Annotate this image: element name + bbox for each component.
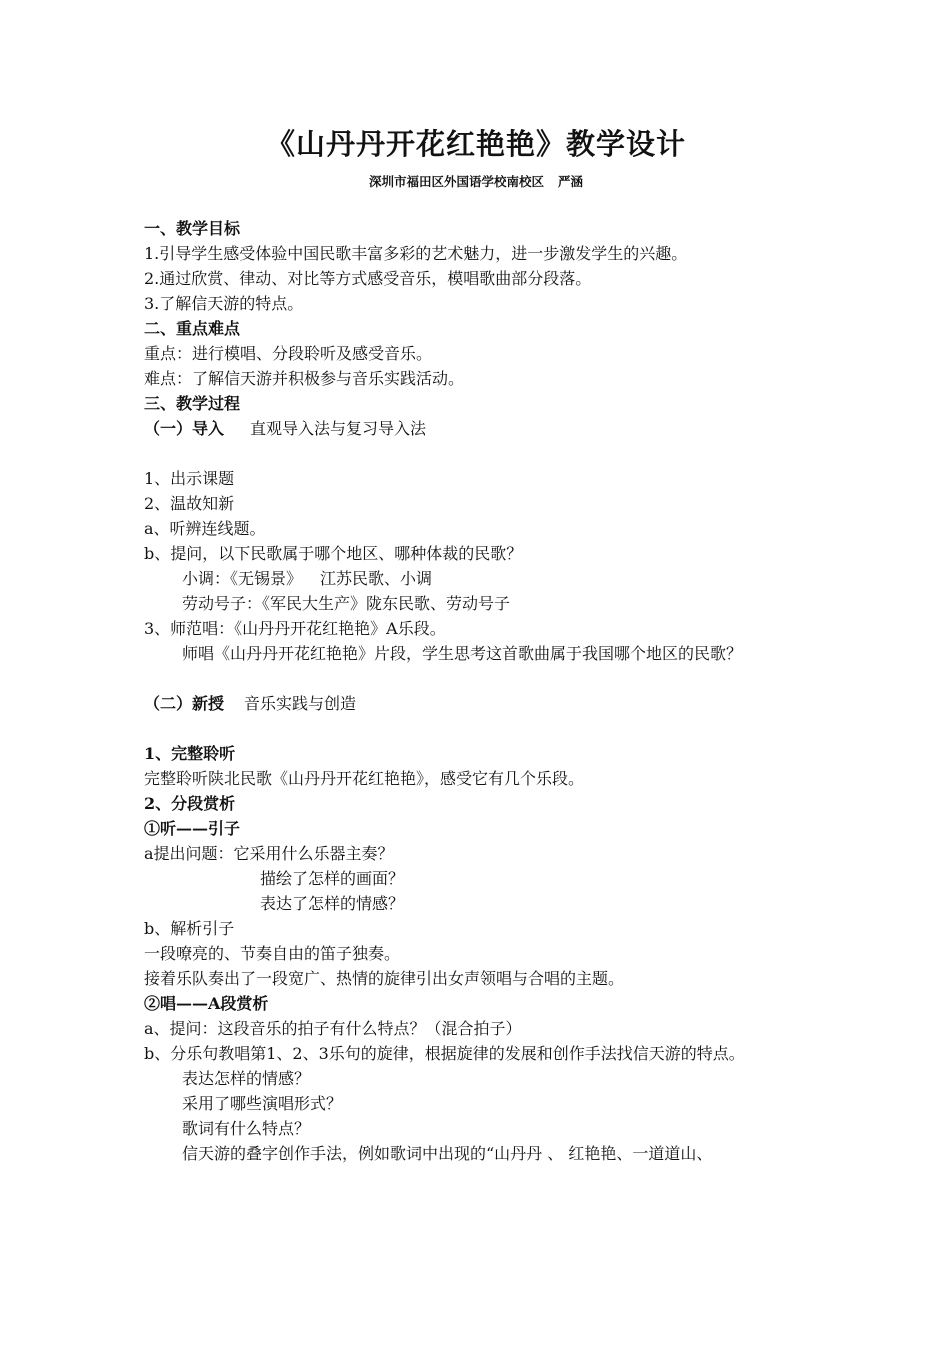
- example-1-title: 小调：《无锡景》: [182, 569, 303, 588]
- spacer: [144, 716, 814, 741]
- intro-analysis-heading: b、解析引子: [144, 919, 235, 938]
- author-name: 严涵: [558, 174, 584, 189]
- step-2: 2、温故知新: [144, 494, 235, 513]
- spacer: [144, 666, 814, 691]
- section-a-heading: ②唱——A段赏析: [144, 994, 269, 1013]
- school-name: 深圳市福田区外国语学校南校区: [368, 174, 544, 189]
- subsection-new-label: （二）新授: [144, 694, 225, 713]
- author-line: [0, 172, 952, 190]
- subsection-new: [144, 691, 814, 716]
- section-heading-focus: 二、重点难点: [144, 319, 241, 338]
- goal-3: 3.了解信天游的特点。: [144, 294, 304, 313]
- goal-1: 1.引导学生感受体验中国民歌丰富多彩的艺术魅力，进一步激发学生的兴趣。: [144, 244, 688, 263]
- step-3: 3、师范唱：《山丹丹开花红艳艳》A乐段。: [144, 619, 446, 638]
- step-2b: b、提问，以下民歌属于哪个地区、哪种体裁的民歌？: [144, 544, 523, 563]
- step-1: 1、出示课题: [144, 469, 235, 488]
- intro-heading: ①听——引子: [144, 819, 241, 838]
- spacer: [144, 441, 814, 466]
- key-point: 重点：进行模唱、分段聆听及感受音乐。: [144, 344, 433, 363]
- section-heading-process: 三、教学过程: [144, 394, 241, 413]
- intro-question-1: a提出问题：它采用什么乐器主奏？: [144, 844, 394, 863]
- section-heading-goals: 一、教学目标: [144, 219, 241, 238]
- listen-text: 完整聆听陕北民歌《山丹丹开花红艳艳》，感受它有几个乐段。: [144, 769, 585, 788]
- section-a-q2: 采用了哪些演唱形式？: [182, 1094, 343, 1113]
- document-body: [144, 216, 814, 1166]
- example-1-type: 江苏民歌、小调: [320, 569, 433, 588]
- intro-analysis-2: 接着乐队奏出了一段宽广、热情的旋律引出女声领唱与合唱的主题。: [144, 969, 625, 988]
- section-a-q1: 表达怎样的情感？: [182, 1069, 311, 1088]
- subsection-new-method: 音乐实践与创造: [244, 694, 357, 713]
- section-a-teaching: b、分乐句教唱第1、2、3乐句的旋律，根据旋律的发展和创作手法找信天游的特点。: [144, 1044, 745, 1063]
- example-1: [144, 566, 814, 591]
- difficulty-point: 难点：了解信天游并积极参与音乐实践活动。: [144, 369, 465, 388]
- page-title: 《山丹丹开花红艳艳》教学设计: [265, 127, 686, 161]
- analysis-heading: 2、分段赏析: [144, 794, 236, 813]
- subsection-intro-method: 直观导入法与复习导入法: [250, 419, 427, 438]
- subsection-intro-label: （一）导入: [144, 419, 225, 438]
- step-2a: a、听辨连线题。: [144, 519, 266, 538]
- intro-analysis-1: 一段嘹亮的、节奏自由的笛子独奏。: [144, 944, 401, 963]
- step-3-question: 师唱《山丹丹开花红艳艳》片段，学生思考这首歌曲属于我国哪个地区的民歌？: [182, 644, 743, 663]
- section-a-question: a、提问：这段音乐的拍子有什么特点？（混合拍子）: [144, 1019, 522, 1038]
- subsection-intro: [144, 416, 814, 441]
- intro-question-3: 表达了怎样的情感？: [260, 894, 405, 913]
- listen-heading: 1、完整聆听: [144, 744, 236, 763]
- intro-question-2: 描绘了怎样的画面？: [260, 869, 405, 888]
- section-a-q4: 信天游的叠字创作手法，例如歌词中出现的“山丹丹 、 红艳艳、一道道山、: [182, 1144, 713, 1163]
- section-a-q3: 歌词有什么特点？: [182, 1119, 311, 1138]
- example-2: 劳动号子：《军民大生产》陇东民歌、劳动号子: [182, 594, 511, 613]
- goal-2: 2.通过欣赏、律动、对比等方式感受音乐，模唱歌曲部分段落。: [144, 269, 592, 288]
